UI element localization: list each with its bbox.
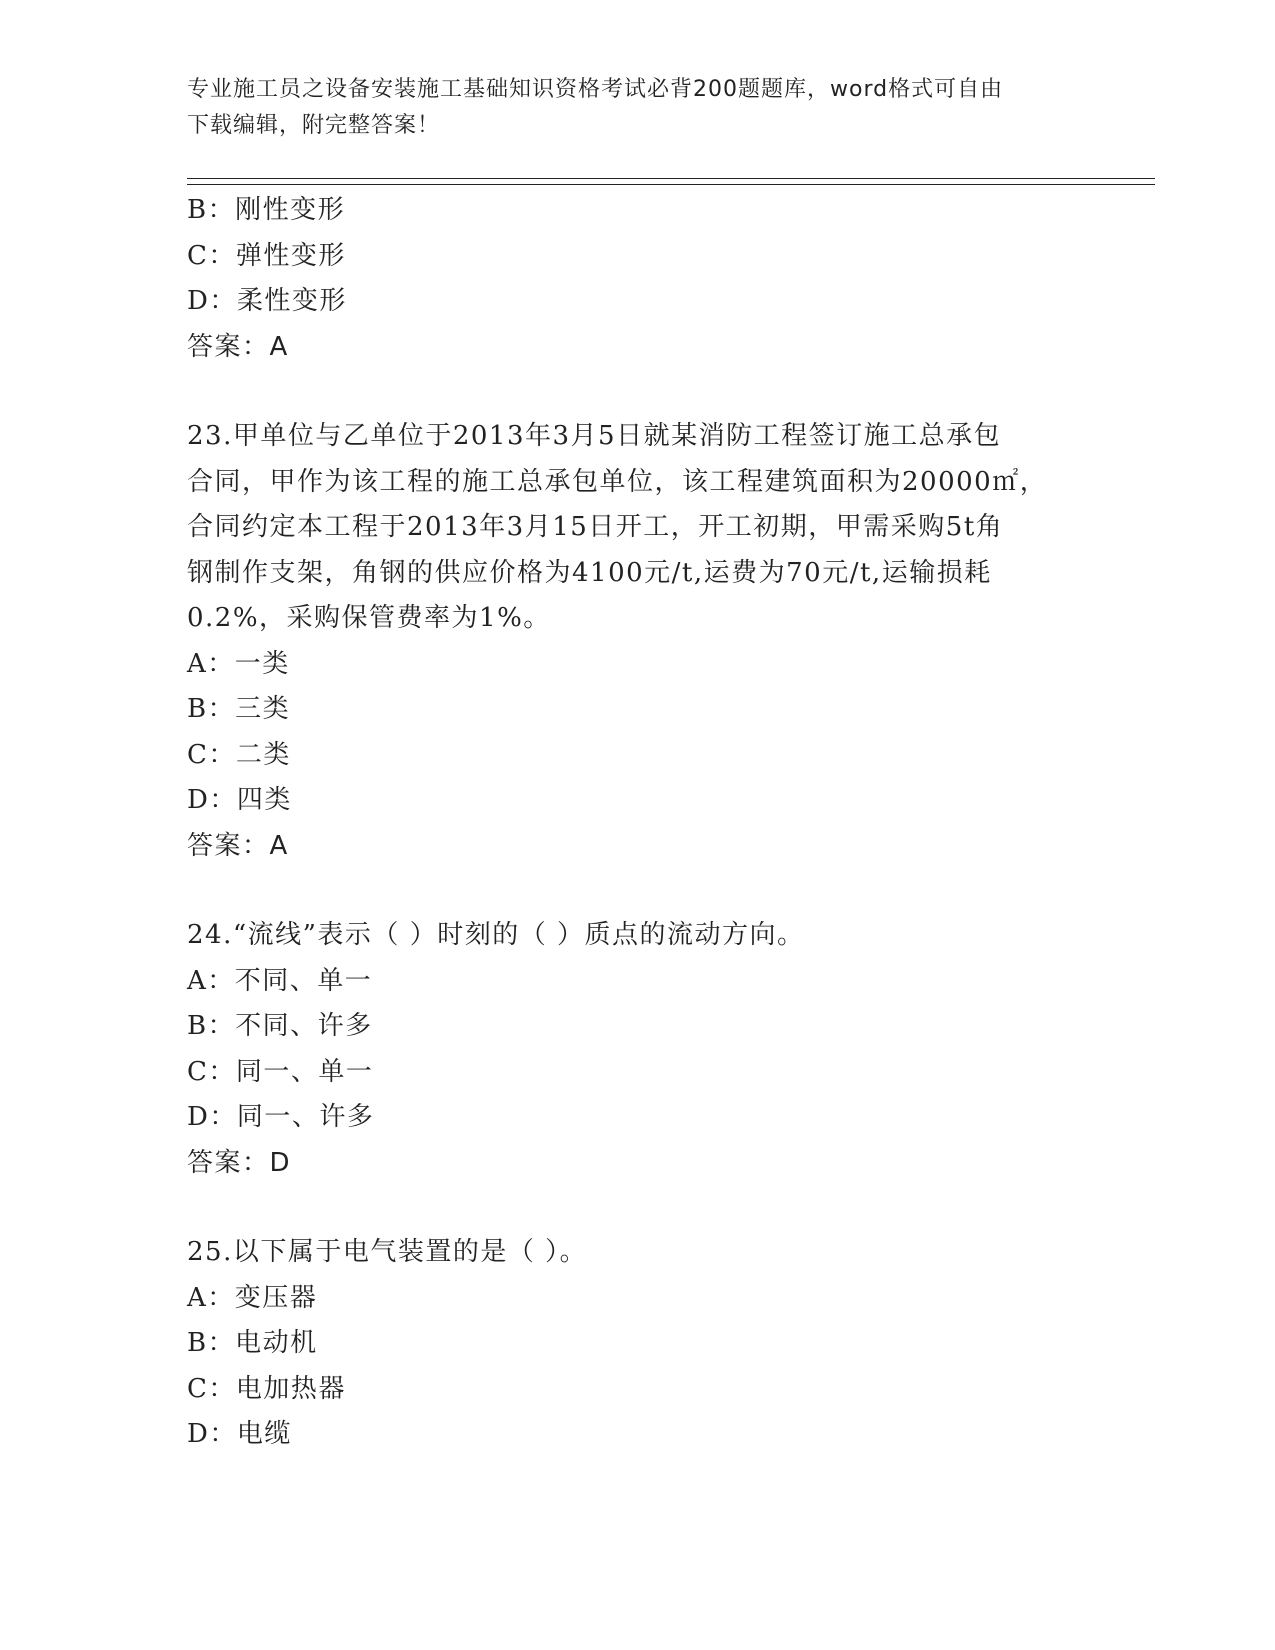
question-stem-line: 合同，甲作为该工程的施工总承包单位，该工程建筑面积为20000㎡， [187, 466, 1048, 497]
option-b: B：电动机 [187, 1328, 318, 1358]
option-b: B：不同、许多 [187, 1011, 373, 1041]
option-c: C：电加热器 [187, 1373, 346, 1404]
question-block-22 [187, 188, 1087, 370]
option-c: C：弹性变形 [187, 240, 346, 271]
question-stem-line: 25.以下属于电气装置的是（ ）。 [187, 1237, 588, 1267]
question-stem-line: 23.甲单位与乙单位于2013年3月5日就某消防工程签订施工总承包 [187, 421, 1002, 451]
question-block-23 [187, 414, 1087, 869]
answer-text: 答案：A [187, 331, 289, 362]
option-a: A：变压器 [187, 1282, 318, 1313]
option-a: A：不同、单一 [187, 965, 373, 996]
answer-text: 答案：A [187, 830, 289, 861]
header-line-2: 下载编辑，附完整答案！ [187, 113, 441, 138]
option-c: C：二类 [187, 739, 291, 770]
document-header [187, 72, 1087, 144]
option-d: D：四类 [187, 785, 292, 815]
question-stem-line: 24.“流线”表示（ ）时刻的（ ）质点的流动方向。 [187, 920, 805, 950]
option-b: B：三类 [187, 694, 291, 724]
header-divider-top [187, 178, 1155, 179]
question-block-25 [187, 1230, 1087, 1458]
option-c: C：同一、单一 [187, 1056, 374, 1087]
question-stem-line: 合同约定本工程于2013年3月15日开工，开工初期，甲需采购5t角 [187, 512, 1004, 542]
question-stem-line: 0.2%，采购保管费率为1%。 [187, 603, 551, 633]
header-divider-bottom [187, 184, 1155, 185]
header-line-1: 专业施工员之设备安装施工基础知识资格考试必背200题题库，word格式可自由 [187, 77, 1004, 102]
option-b: B：刚性变形 [187, 195, 346, 225]
option-d: D：电缆 [187, 1419, 292, 1449]
question-content [187, 188, 1087, 1458]
question-stem-line: 钢制作支架，角钢的供应价格为4100元/t,运费为70元/t,运输损耗 [187, 557, 992, 588]
option-d: D：同一、许多 [187, 1102, 375, 1132]
answer-text: 答案：D [187, 1147, 292, 1178]
question-block-24 [187, 913, 1087, 1186]
option-d: D：柔性变形 [187, 286, 347, 316]
option-a: A：一类 [187, 648, 290, 679]
